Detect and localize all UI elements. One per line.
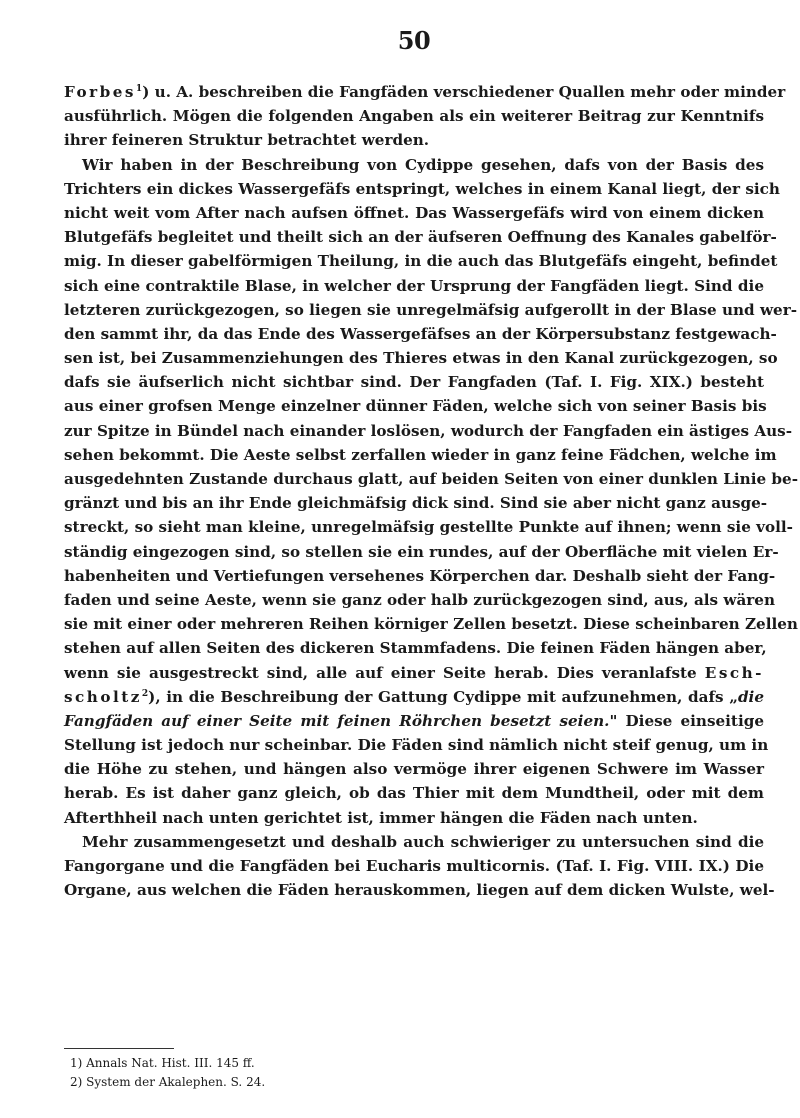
text-line-31: Afterthheil nach unten gerichtet ist, immer hängen die Fäden nach unten. <box>64 808 698 827</box>
text-line-23: sie mit einer oder mehreren Reihen körniger Zellen besetzt. Diese scheinbaren Zellen <box>64 615 798 634</box>
footnote-ref-2: 2 <box>141 688 149 699</box>
text-line-8: mig. In dieser gabelförmigen Theilung, in die auch das Blutgefäfs eingeht, befindet <box>64 252 778 271</box>
text-line-32: Mehr zusammengesetzt und deshalb auch schwieriger zu untersuchen sind die <box>82 832 764 851</box>
quote-text: Fangfäden auf einer Seite mit feinen Röhrchen besetzt seien. <box>64 711 610 730</box>
text-line-25: wenn sie ausgestreckt sind, alle auf einer Seite herab. Dies veranlafste Esch- <box>64 663 764 682</box>
text-line-11: den sammt ihr, da das Ende des Wassergefäfses an der Körpersubstanz festgewach- <box>64 324 777 343</box>
text-line-17: ausgedehnten Zustande durchaus glatt, auf beiden Seiten von einer dunklen Linie be- <box>64 470 799 488</box>
text-line-26: scholtz$^2$), in die Beschreibung der Gattung Cydippe mit aufzunehmen, dafs „die <box>64 687 764 706</box>
text-line-18: gränzt und bis an ihr Ende gleichmäfsig dick sind. Sind sie aber nicht ganz ausge- <box>64 494 768 513</box>
author-name-eschscholtz-end: scholtz <box>64 687 142 706</box>
text-line-21: habenheiten und Vertiefungen versehenes Körperchen dar. Deshalb sieht der Fang- <box>64 566 776 585</box>
text-line-5: Trichters ein dickes Wassergefäfs entspringt, welches in einem Kanal liegt, der sich <box>64 179 780 198</box>
text-line-15: zur Spitze in Bündel nach einander loslösen, wodurch der Fangfaden ein ästiges Aus- <box>64 421 793 440</box>
text-line-29: die Höhe zu stehen, und hängen also vermöge ihrer eigenen Schwere im Wasser <box>64 760 764 779</box>
footnote-2: 2) System der Akalephen. S. 24. <box>70 1075 266 1089</box>
text-line-7: Blutgefäfs begleitet und theilt sich an der äufseren Oeffnung des Kanales gabelför- <box>64 228 777 247</box>
text-line-6: nicht weit vom After nach aufsen öffnet. Das Wassergefäfs wird von einem dicken <box>64 203 764 222</box>
footnote-divider <box>64 1048 174 1049</box>
footnote-ref-1: 1 <box>135 83 143 94</box>
body-text <box>64 80 799 902</box>
text-line-13: dafs sie äufserlich nicht sichtbar sind. Der Fangfaden (Taf. I. Fig. XIX.) besteht <box>64 373 764 392</box>
text-line-10: letzteren zurückgezogen, so liegen sie unregelmäfsig aufgerollt in der Blase und wer- <box>64 300 798 319</box>
text-line-3: ihrer feineren Struktur betrachtet werden. <box>64 131 430 150</box>
text-line-24: stehen auf allen Seiten des dickeren Stammfadens. Die feinen Fäden hängen aber, <box>64 639 767 658</box>
text-line-12: sen ist, bei Zusammenziehungen des Thieres etwas in den Kanal zurückgezogen, so <box>64 349 778 368</box>
page-number: 50 <box>397 26 431 55</box>
text-line-14: aus einer grofsen Menge einzelner dünner Fäden, welche sich von seiner Basis bis <box>64 397 767 416</box>
text-line-9: sich eine contraktile Blase, in welcher der Ursprung der Fangfäden liegt. Sind die <box>64 276 764 295</box>
text-line-16: sehen bekommt. Die Aeste selbst zerfallen wieder in ganz feine Fädchen, welche im <box>64 445 777 464</box>
text-line-30: herab. Es ist daher ganz gleich, ob das Thier mit dem Mundtheil, oder mit dem <box>64 784 764 803</box>
text-line-28: Stellung ist jedoch nur scheinbar. Die Fäden sind nämlich nicht steif genug, um in <box>64 736 769 755</box>
quote-start: die <box>737 687 764 706</box>
text-line-33: Fangorgane und die Fangfäden bei Eucharis multicornis. (Taf. I. Fig. VIII. IX.) Die <box>64 857 764 875</box>
text-line-27: Fangfäden auf einer Seite mit feinen Röhrchen besetzt seien." Diese einseitige <box>64 711 764 730</box>
text-line-22: faden und seine Aeste, wenn sie ganz oder halb zurückgezogen sind, aus, als wären <box>64 590 776 609</box>
text-line-2: ausführlich. Mögen die folgenden Angaben als ein weiterer Beitrag zur Kenntnifs <box>64 107 764 126</box>
text-line-20: ständig eingezogen sind, so stellen sie ein rundes, auf der Oberfläche mit vielen Er- <box>64 542 779 561</box>
footnotes <box>64 1054 764 1092</box>
text-line-4: Wir haben in der Beschreibung von Cydippe gesehen, dafs von der Basis des <box>82 155 764 174</box>
author-name-forbes: Forbes <box>64 83 136 101</box>
text-line-19: streckt, so sieht man kleine, unregelmäfsig gestellte Punkte auf ihnen; wenn sie voll- <box>64 518 793 537</box>
author-name-eschscholtz-start: Esch- <box>704 663 764 682</box>
text-line-34: Organe, aus welchen die Fäden herauskommen, liegen auf dem dicken Wulste, wel- <box>64 881 775 900</box>
text-line-1: Forbes$^1$) u. A. beschreiben die Fangfäden verschiedener Quallen mehr oder minder <box>64 83 786 101</box>
footnote-1: 1) Annals Nat. Hist. III. 145 ff. <box>70 1056 255 1070</box>
